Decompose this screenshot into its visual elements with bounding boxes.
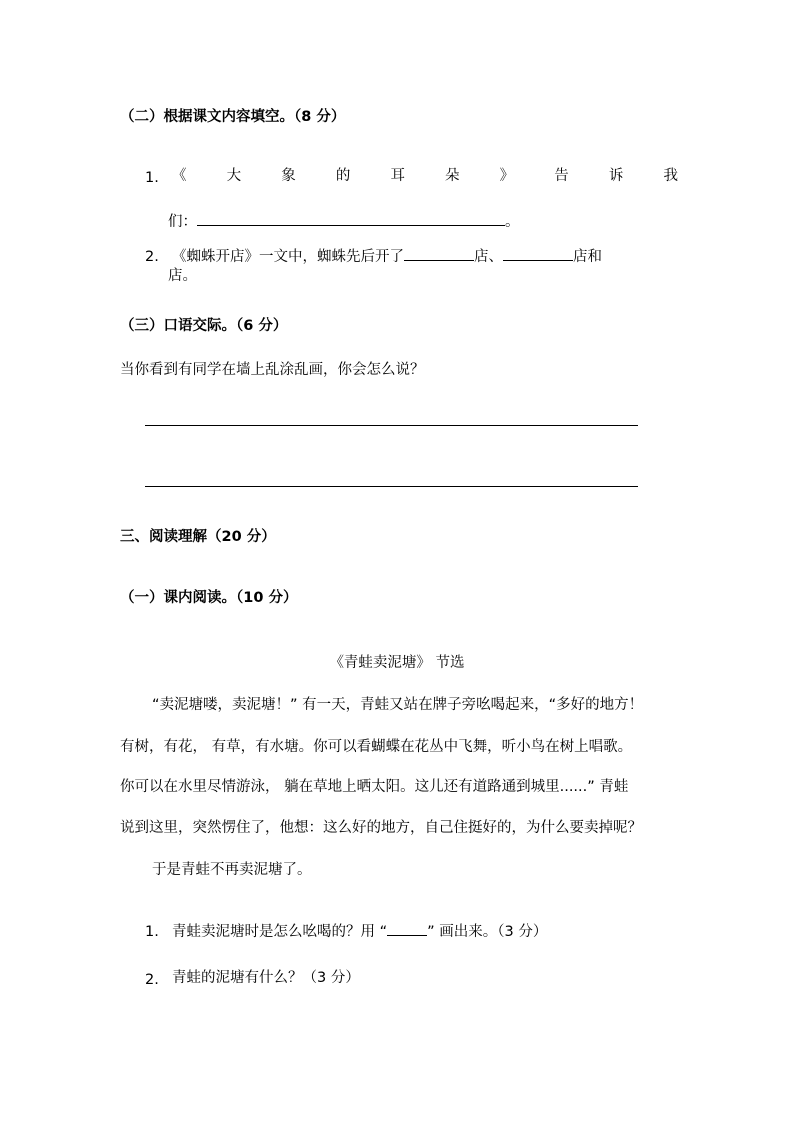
question-text: 青蛙卖泥塘时是怎么吆喝的？用 “	[172, 924, 388, 940]
question-text: 店、	[474, 249, 503, 265]
char: 我	[663, 168, 678, 184]
question-text: ” 画出来。（3 分）	[427, 924, 548, 940]
answer-line[interactable]	[145, 486, 638, 487]
question-number: 2.	[145, 249, 159, 265]
char: 告	[554, 168, 569, 184]
question-text: 《蜘蛛开店》一文中，蜘蛛先后开了	[172, 249, 404, 265]
char: 《	[172, 168, 187, 184]
passage-line: 你可以在水里尽情游泳， 躺在草地上晒太阳。这儿还有道路通到城里......” 青蛙	[120, 779, 629, 795]
question-number: 1.	[145, 170, 159, 186]
char: 》	[499, 168, 515, 184]
passage-line: 说到这里，突然愣住了，他想：这么好的地方，自己住挺好的，为什么要卖掉呢？	[120, 820, 642, 836]
char: 象	[281, 168, 296, 184]
answer-blank[interactable]	[503, 245, 573, 261]
section-heading-reading: 三、阅读理解（20 分）	[120, 529, 276, 545]
answer-blank[interactable]	[197, 210, 505, 226]
underline-sample	[387, 920, 427, 936]
question-2-continuation: 店。	[168, 268, 197, 284]
passage-line: 于是青蛙不再卖泥塘了。	[152, 862, 312, 878]
passage-title: 《青蛙卖泥塘》 节选	[329, 655, 465, 671]
question-text: 店和	[573, 249, 602, 265]
char: 耳	[390, 168, 405, 184]
question-number: 1.	[145, 924, 159, 940]
passage-line: 有树，有花， 有草，有水塘。你可以看蝴蝶在花丛中飞舞，听小鸟在树上唱歌。	[120, 739, 633, 755]
question-1-continuation	[168, 210, 520, 232]
question-1-spread-text	[172, 166, 678, 186]
sub-heading-in-class-reading: （一）课内阅读。（10 分）	[120, 590, 298, 606]
passage-line: “卖泥塘喽，卖泥塘！” 有一天，青蛙又站在牌子旁吆喝起来，“多好的地方！	[152, 697, 644, 713]
continuation-text: 们：	[168, 214, 197, 230]
question-number: 2.	[145, 972, 159, 988]
period: 。	[505, 214, 520, 230]
oral-question: 当你看到有同学在墙上乱涂乱画，你会怎么说？	[120, 362, 425, 378]
char: 大	[226, 168, 242, 184]
answer-line[interactable]	[145, 425, 638, 426]
section-heading-oral: （三）口语交际。（6 分）	[120, 318, 288, 334]
char: 朵	[445, 168, 460, 184]
question-2-line	[172, 245, 602, 267]
char: 的	[335, 168, 351, 184]
char: 诉	[608, 168, 624, 184]
reading-question-2: 青蛙的泥塘有什么？（3 分）	[172, 970, 360, 986]
answer-blank[interactable]	[404, 245, 474, 261]
reading-question-1	[172, 920, 547, 942]
section-heading-fill-blanks: （二）根据课文内容填空。（8 分）	[120, 109, 346, 125]
